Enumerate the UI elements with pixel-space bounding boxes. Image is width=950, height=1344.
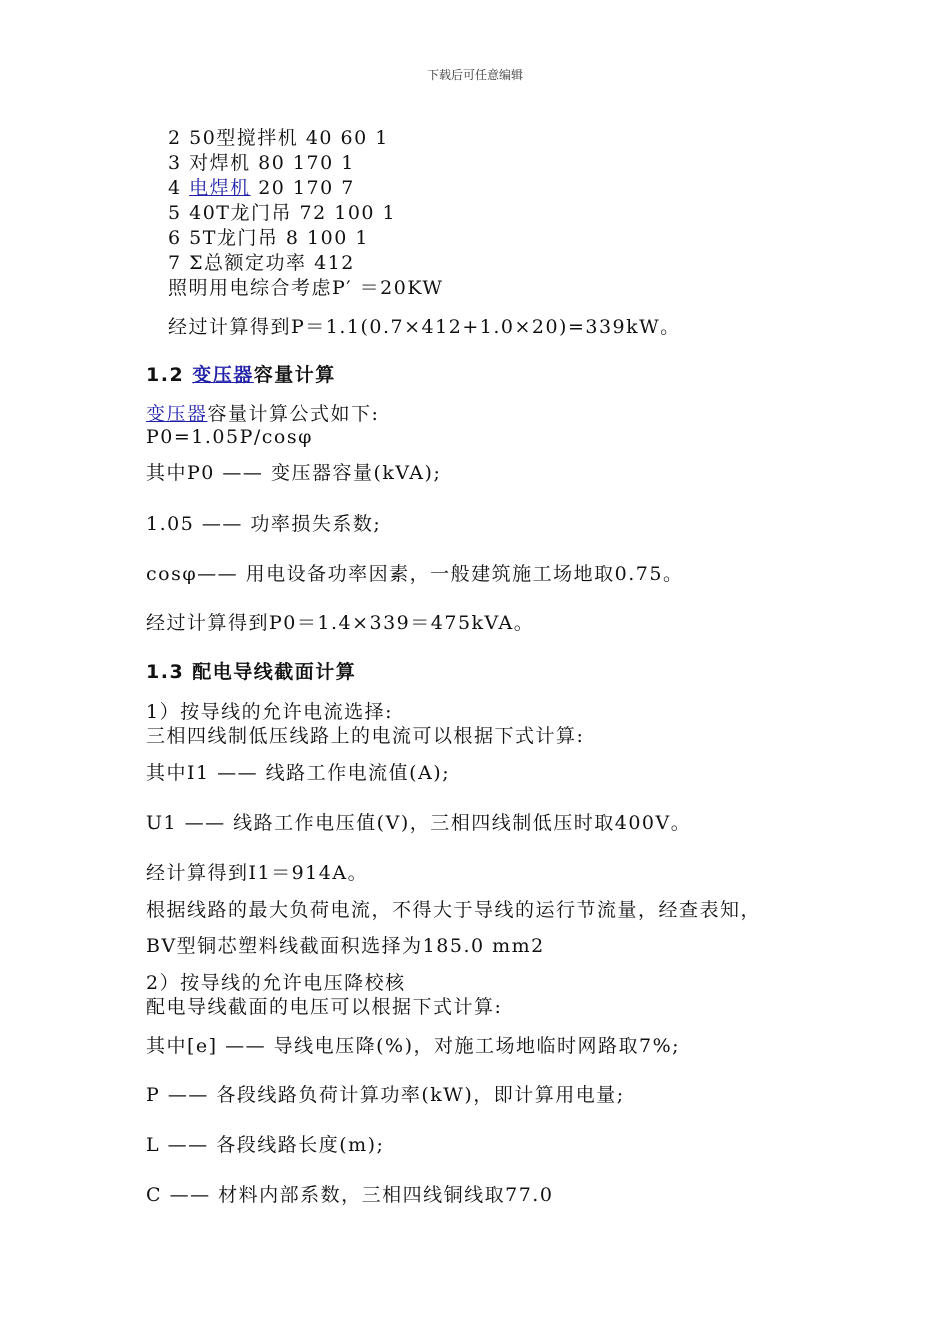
page-header: 下载后可任意编辑 xyxy=(426,68,523,82)
def-p: P —— 各段线路负荷计算功率(kW)，即计算用电量; xyxy=(146,1084,625,1106)
sub-intro-1: 三相四线制低压线路上的电流可以根据下式计算: xyxy=(146,725,585,747)
sub-intro-2: 配电导线截面的电压可以根据下式计算: xyxy=(146,996,503,1018)
calc-p: 经过计算得到P＝1.1(0.7×412+1.0×20)=339kW。 xyxy=(168,316,681,338)
formula: P0=1.05P/cosφ xyxy=(146,426,313,448)
list-item: 4 电焊机 20 170 7 xyxy=(168,177,355,199)
def-l: L —— 各段线路长度(m); xyxy=(146,1134,385,1156)
list-item: 照明用电综合考虑P′ ＝20KW xyxy=(168,277,444,299)
formula-intro: 变压器容量计算公式如下: xyxy=(146,403,380,425)
list-item: 3 对焊机 80 170 1 xyxy=(168,152,355,174)
link-dianhanji[interactable]: 电焊机 xyxy=(189,177,251,199)
def-p0: 其中P0 —— 变压器容量(kVA); xyxy=(146,462,442,484)
def-c: C —— 材料内部系数，三相四线铜线取77.0 xyxy=(146,1184,554,1206)
link-bianyaqi[interactable]: 变压器 xyxy=(146,403,208,425)
calc-p0: 经过计算得到P0＝1.4×339＝475kVA。 xyxy=(146,612,535,634)
link-bianyaqi-heading[interactable]: 变压器 xyxy=(192,364,254,386)
list-item: 6 5T龙门吊 8 100 1 xyxy=(168,227,369,249)
def-u1: U1 —— 线路工作电压值(V)，三相四线制低压时取400V。 xyxy=(146,812,692,834)
def-e: 其中[e] —— 导线电压降(%)，对施工场地临时网路取7%; xyxy=(146,1035,681,1057)
def-coefficient: 1.05 —— 功率损失系数; xyxy=(146,513,382,535)
choose-result: BV型铜芯塑料线截面积选择为185.0 mm2 xyxy=(146,935,545,957)
choose-text: 根据线路的最大负荷电流，不得大于导线的运行节流量，经查表知， xyxy=(146,899,762,921)
list-item: 7 Σ总额定功率 412 xyxy=(168,252,355,274)
list-item: 2 50型搅拌机 40 60 1 xyxy=(168,127,389,149)
section-heading-1-3: 1.3 配电导线截面计算 xyxy=(146,661,357,683)
def-cos: cosφ—— 用电设备功率因素，一般建筑施工场地取0.75。 xyxy=(146,563,684,585)
sub-title-1: 1）按导线的允许电流选择: xyxy=(146,701,393,723)
calc-i1: 经计算得到I1＝914A。 xyxy=(146,862,369,884)
def-i1: 其中I1 —— 线路工作电流值(A); xyxy=(146,762,451,784)
sub-title-2: 2）按导线的允许电压降校核 xyxy=(146,972,406,994)
list-item: 5 40T龙门吊 72 100 1 xyxy=(168,202,397,224)
section-heading-1-2: 1.2 变压器容量计算 xyxy=(146,364,336,386)
